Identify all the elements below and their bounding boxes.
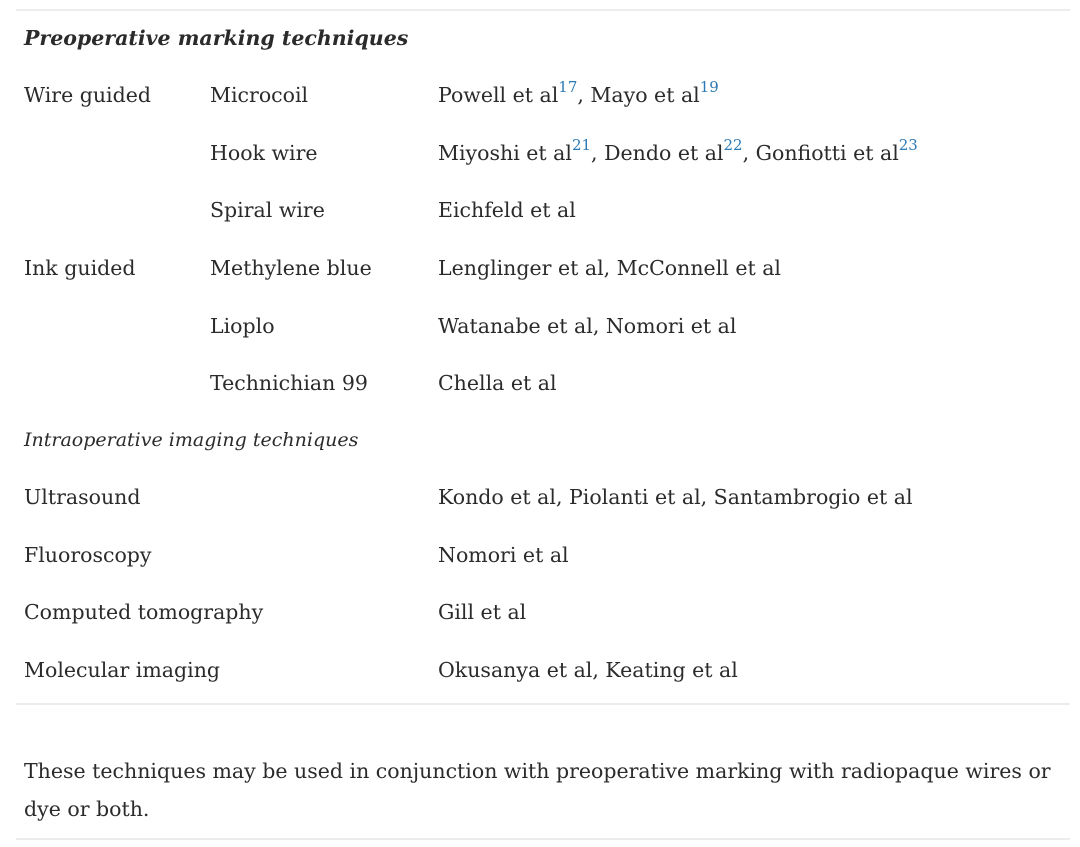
- techniques-table: [16, 10, 1070, 699]
- citation-link[interactable]: 21: [571, 135, 592, 154]
- method-cell: Fluoroscopy: [24, 542, 152, 567]
- citation-link[interactable]: 23: [898, 135, 918, 154]
- method-cell: Methylene blue: [210, 255, 372, 280]
- reference-cell: Kondo et al, Piolanti et al, Santambrogio et al: [438, 484, 913, 509]
- method-cell: Technichian 99: [210, 371, 368, 396]
- citation-link[interactable]: 17: [558, 78, 578, 97]
- table-row: [16, 66, 1070, 124]
- section-header-intraoperative: [16, 412, 1070, 468]
- citation-link[interactable]: 19: [699, 78, 719, 97]
- section-title: Intraoperative imaging techniques: [24, 429, 359, 452]
- table-row: [16, 526, 1070, 584]
- reference-cell: Nomori et al: [438, 542, 569, 567]
- method-cell: Molecular imaging: [24, 658, 221, 683]
- reference-text: , Gonfiotti et al: [742, 140, 899, 165]
- reference-cell: Eichfeld et al: [438, 198, 576, 223]
- group-cell: [16, 124, 202, 182]
- table-row: [16, 124, 1070, 182]
- reference-cell: Lenglinger et al, McConnell et al: [438, 255, 781, 280]
- method-cell: Microcoil: [210, 82, 309, 107]
- method-cell: Computed tomography: [24, 600, 264, 625]
- table-row: [16, 181, 1070, 239]
- reference-cell: Okusanya et al, Keating et al: [438, 658, 738, 683]
- reference-cell: Chella et al: [438, 371, 557, 396]
- reference-cell: Watanabe et al, Nomori et al: [438, 313, 737, 338]
- group-cell: [16, 181, 202, 239]
- reference-text: , Dendo et al: [591, 140, 724, 165]
- method-cell: Ultrasound: [24, 484, 141, 509]
- method-cell: Spiral wire: [210, 198, 325, 223]
- group-cell: Wire guided: [24, 82, 151, 107]
- table-row: [16, 641, 1070, 699]
- reference-cell: [430, 66, 1070, 124]
- reference-text: Miyoshi et al: [438, 140, 572, 165]
- footer-divider: [16, 703, 1070, 705]
- table-footnote: These techniques may be used in conjunction with preoperative marking with radiopaque wires or dye or both.: [24, 758, 1051, 821]
- bottom-divider: [16, 838, 1070, 840]
- table-row: [16, 584, 1070, 642]
- table-row: [16, 468, 1070, 526]
- table-row: [16, 239, 1070, 297]
- table-row: [16, 297, 1070, 355]
- section-header-preoperative: [16, 10, 1070, 66]
- reference-cell: [430, 124, 1070, 182]
- method-cell: Lioplo: [210, 313, 275, 338]
- reference-text: Powell et al: [438, 82, 559, 107]
- reference-cell: Gill et al: [438, 600, 527, 625]
- method-cell: Hook wire: [210, 140, 318, 165]
- reference-text: , Mayo et al: [577, 82, 700, 107]
- table-row: [16, 354, 1070, 412]
- section-title: Preoperative marking techniques: [24, 26, 409, 50]
- group-cell: [16, 354, 202, 412]
- group-cell: [16, 297, 202, 355]
- group-cell: Ink guided: [24, 255, 136, 280]
- citation-link[interactable]: 22: [723, 135, 743, 154]
